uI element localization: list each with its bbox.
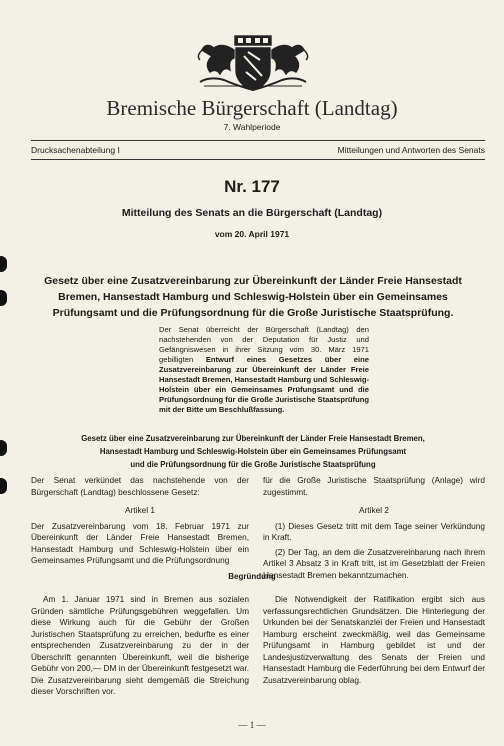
law-title — [48, 432, 458, 471]
legislative-period: 7. Wahlperiode — [223, 122, 281, 132]
section-label: Mitteilungen und Antworten des Senats — [337, 145, 485, 155]
main-title: Gesetz über eine Zusatzvereinbarung zur Übereinkunft der Länder Freie Hansestadt Bremen, Hansestadt Hamburg und Schleswig-Holstein über ein Gemeinsames Prüfungsamt und die Prüfungsordnung für die Große Juristische Staatsprüfung. — [44, 275, 462, 319]
punch-hole-icon — [0, 256, 7, 272]
article-2-paragraph-1: (1) Dieses Gesetz tritt mit dem Tage seiner Verkündung in Kraft. — [263, 520, 485, 542]
article-2-heading: Artikel 2 — [359, 505, 389, 515]
law-right-column — [263, 475, 485, 584]
article-1-text: Der Zusatzvereinbarung vom 18. Februar 1971 zur Übereinkunft der Länder Freie Hansestadt Bremen, Hansestadt Hamburg und Schleswig-Holstein über ein Gemeinsames Prüfungsamt und die Prüfungsordnung — [31, 520, 249, 565]
law-title-line: und die Prüfungsordnung für die Große Juristische Staatsprüfung — [130, 460, 376, 469]
header-rule-bottom — [31, 159, 485, 160]
bremen-coat-of-arms-icon — [190, 30, 316, 96]
intro-plain-text: Der Senat überreicht der Bürgerschaft (Landtag) den nachstehenden von der Deputation für Justiz und Gefängniswesen in ihrer Sitzung vom 30. März 1971 gebilligten — [159, 325, 369, 364]
reasoning-right-text: Die Notwendigkeit der Ratifikation ergibt sich aus verfassungsrechtlichen Grundsätzen. Die Hinterlegung der Urkunden bei der Senatskanzlei der Freien und Hansestadt Hamburg erscheint zweckmäßig, weil das Gemeinsame Prüfungsamt in Hamburg gebildet ist und der Landesjustizverwaltung des Senats der Freien und Hansestadt Hamburg die Federführung bei dem Entwurf der Zusatzvereinbarung oblag. — [263, 594, 485, 685]
law-title-line: Gesetz über eine Zusatzvereinbarung zur Übereinkunft der Länder Freie Hansestadt Bremen, — [81, 434, 425, 443]
reasoning-left-text: Am 1. Januar 1971 sind in Bremen aus sozialen Gründen sämtliche Prüfungsgebühren weggefallen. Um diese Wirkung auch für die Gebühr der Großen Juristischen Staatsprüfung zu erreichen, bedurfte es einer entsprechenden Zusatzvereinbarung zu der in der Überschrift genannten Übereinkunft, weil die bisherige Gebühr von 200,— DM in der Übereinkunft festgesetzt war. Die Zusatzvereinbarung sieht demgemäß die Streichung dieser Vorschriften vor. — [31, 594, 249, 696]
page-number: — 1 — — [238, 720, 266, 730]
article-2-paragraph-2: (2) Der Tag, an dem die Zusatzvereinbarung nach ihrem Artikel 3 Absatz 3 in Kraft tritt, ist im Gesetzblatt der Freien Hansestadt Bremen bekanntzumachen. — [263, 546, 485, 580]
law-left-column — [31, 475, 249, 567]
article-1-continuation: für die Große Juristische Staatsprüfung (Anlage) wird zugestimmt. — [263, 475, 485, 497]
punch-hole-icon — [0, 478, 7, 494]
parliament-title: Bremische Bürgerschaft (Landtag) — [106, 96, 398, 120]
document-number: Nr. 177 — [224, 177, 280, 196]
article-1-heading: Artikel 1 — [125, 505, 155, 515]
department-label: Drucksachenabteilung I — [31, 145, 120, 155]
intro-bold-text: Entwurf eines Gesetzes über eine Zusatzvereinbarung zur Übereinkunft der Länder Freie Hansestadt Bremen, Hansestadt Hamburg und Schleswig-Holstein über ein Gemeinsames Prüfungsamt und die Prüfungsordnung für die Große Juristische Staatsprüfung mit der Bitte um Beschlußfassung. — [159, 355, 369, 414]
reasoning-heading: Begründung — [228, 572, 276, 581]
reasoning-left-column — [31, 594, 249, 701]
punch-hole-icon — [0, 440, 7, 456]
document-heading: Mitteilung des Senats an die Bürgerschaft (Landtag) — [121, 207, 383, 219]
law-preamble: Der Senat verkündet das nachstehende von der Bürgerschaft (Landtag) beschlossene Gesetz: — [31, 475, 249, 497]
document-date: vom 20. April 1971 — [214, 229, 290, 239]
punch-hole-icon — [0, 290, 7, 306]
law-title-line: Hansestadt Hamburg und Schleswig-Holstein über ein Gemeinsames Prüfungsamt — [99, 447, 407, 456]
reasoning-right-column — [263, 594, 485, 689]
header-rule-top — [31, 140, 485, 141]
intro-paragraph — [159, 325, 369, 415]
